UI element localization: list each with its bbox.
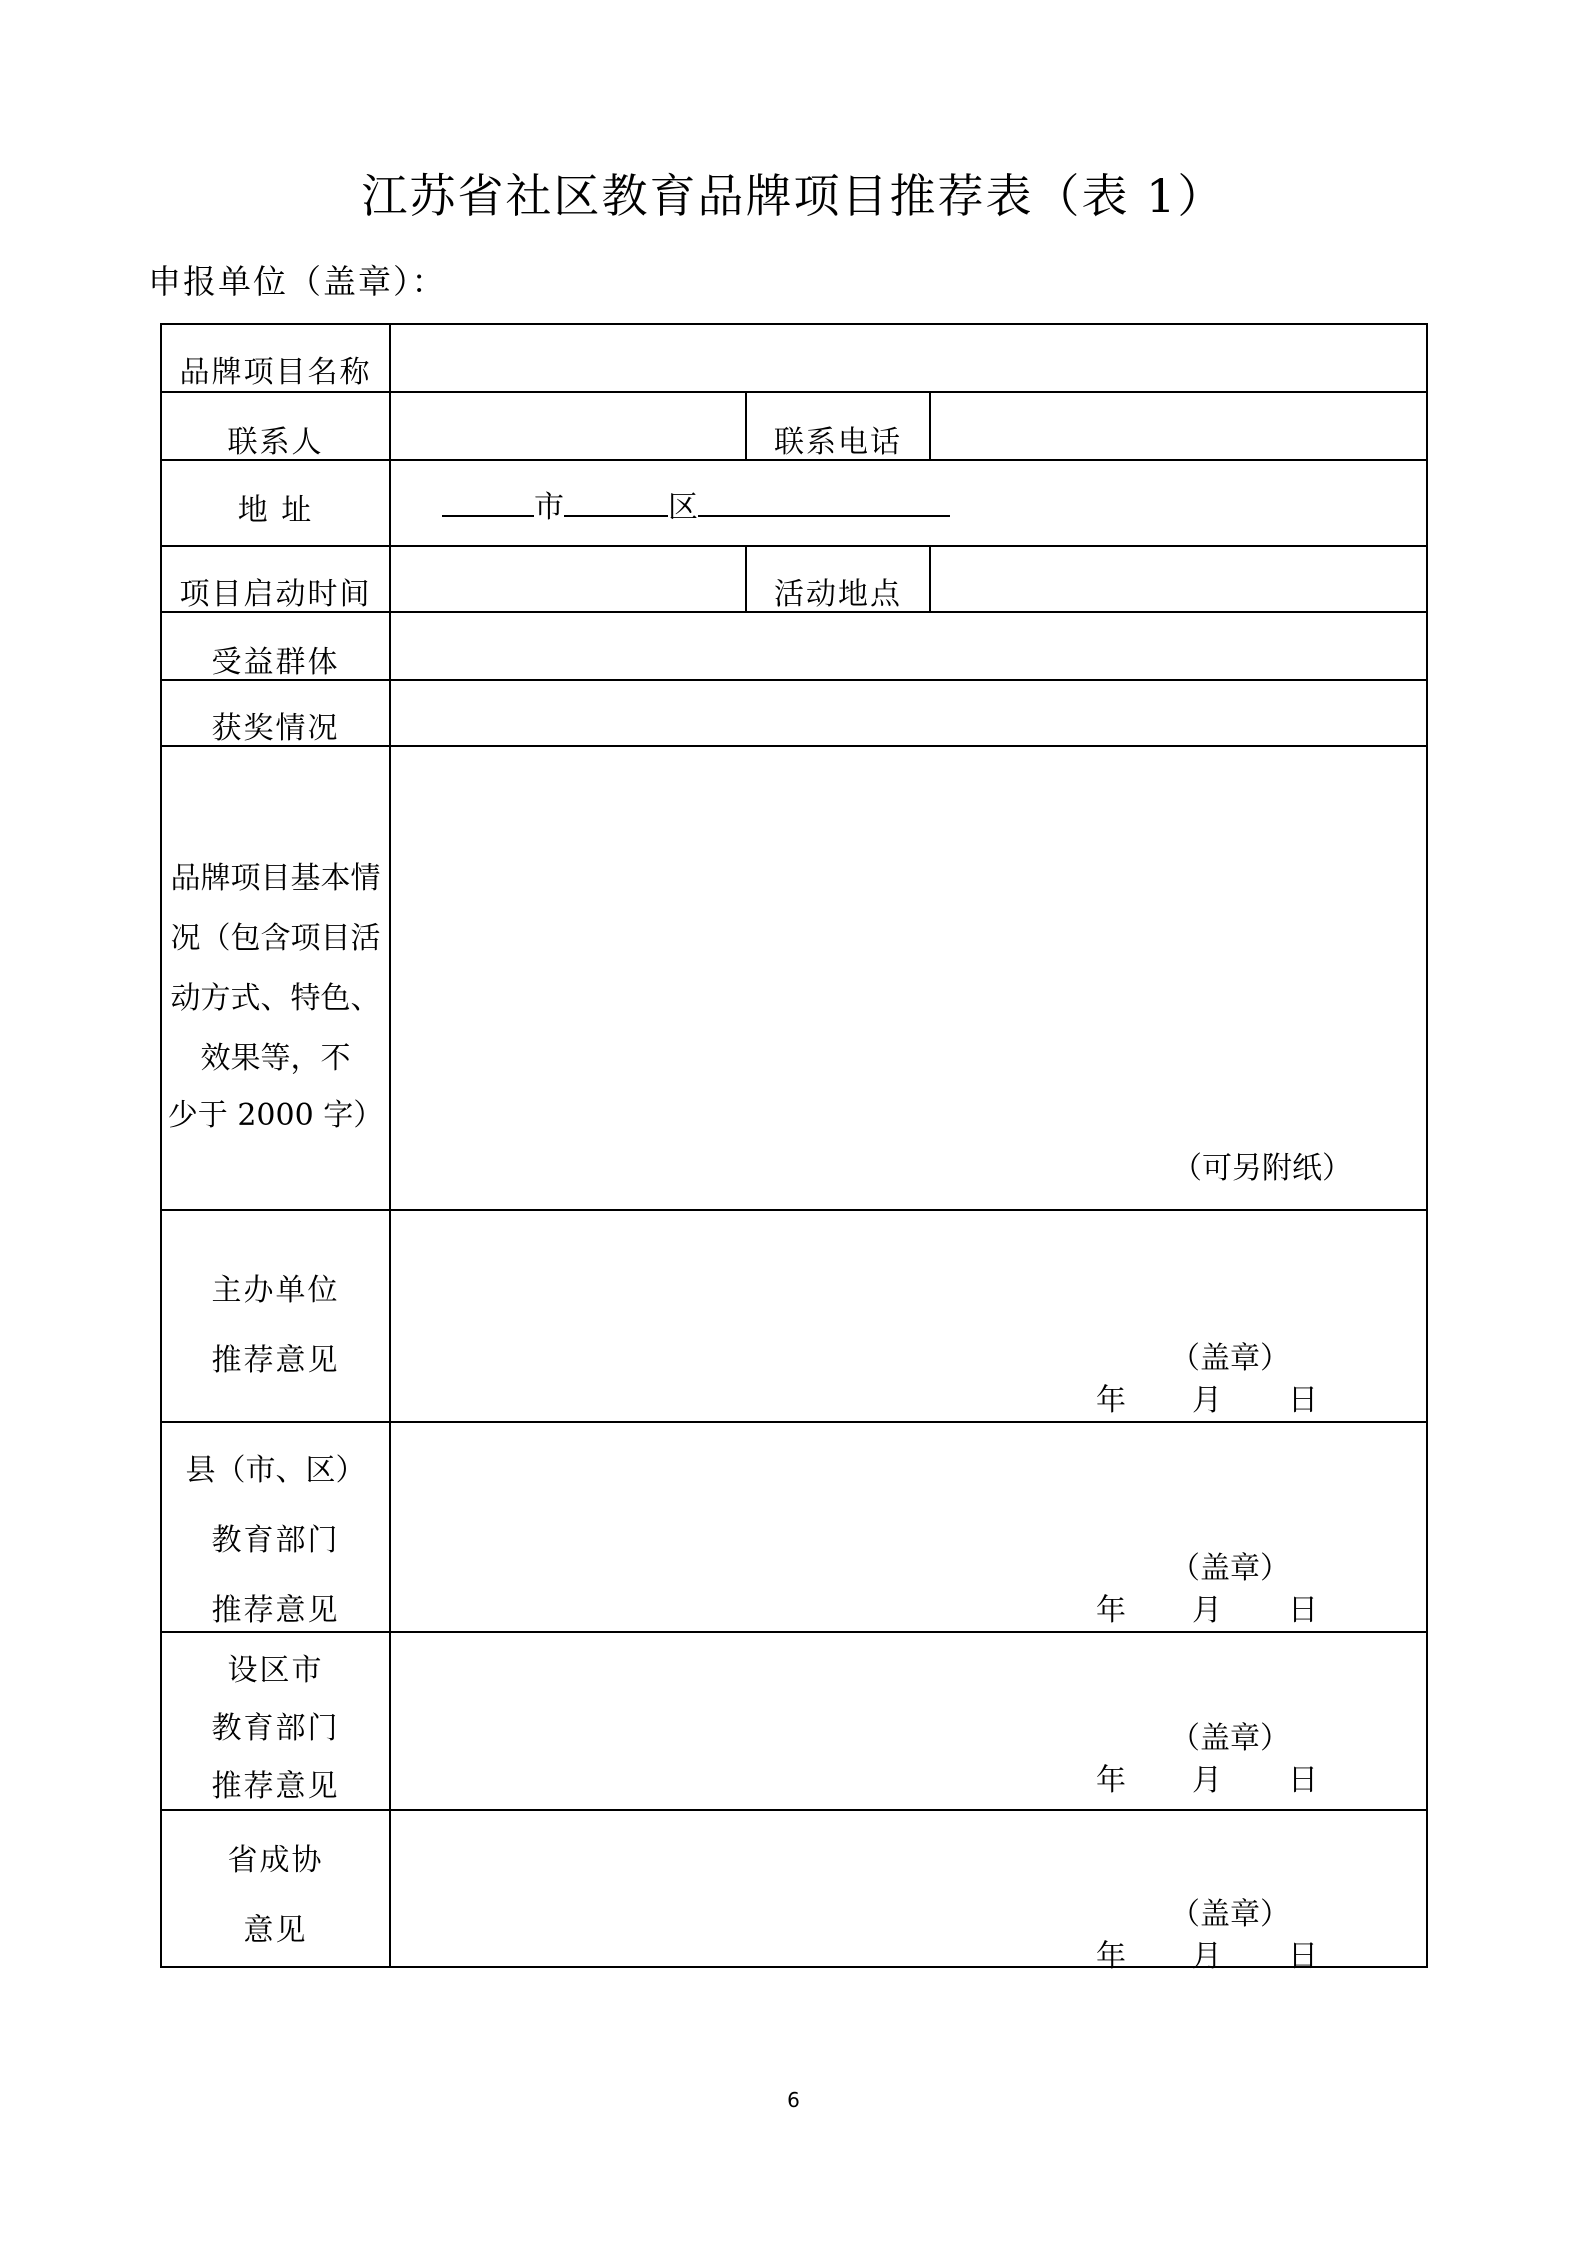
district-suffix: 区 (668, 490, 698, 525)
basic-info-label-line-2: 况（包含项目活 (170, 921, 381, 956)
province-opinion-label-line-2: 意见 (243, 1913, 308, 1948)
district-blank[interactable] (564, 485, 668, 517)
date-year: 年 (1096, 1383, 1126, 1418)
date-day: 日 (1288, 1383, 1318, 1418)
start-time-label: 项目启动时间 (179, 577, 372, 612)
city-blank[interactable] (442, 485, 534, 517)
applicant-unit-label: 申报单位（盖章）： (148, 262, 447, 301)
venue-label: 活动地点 (774, 577, 902, 612)
start-time-field[interactable] (391, 547, 745, 611)
basic-info-label-line-4: 效果等，不 (200, 1041, 351, 1076)
organizer-opinion-label-line-2: 推荐意见 (211, 1343, 340, 1378)
project-name-label: 品牌项目名称 (179, 355, 372, 390)
basic-info-label-line-1: 品牌项目基本情 (170, 861, 381, 896)
county-opinion-label-line-1: 县（市、区） (185, 1453, 366, 1488)
date-day: 日 (1288, 1939, 1318, 1974)
stamp-note: （盖章） (1170, 1551, 1290, 1586)
venue-field[interactable] (931, 547, 1424, 611)
date-year: 年 (1096, 1593, 1126, 1628)
address-label: 地 址 (237, 493, 314, 528)
beneficiaries-field[interactable] (391, 613, 1424, 679)
province-opinion-label-line-1: 省成协 (227, 1843, 324, 1878)
date-year: 年 (1096, 1763, 1126, 1798)
contact-person-field[interactable] (391, 393, 745, 459)
address-field[interactable] (442, 482, 950, 526)
project-name-field[interactable] (391, 327, 1424, 389)
county-opinion-field[interactable] (391, 1423, 1424, 1631)
date-month: 月 (1192, 1593, 1222, 1628)
recommendation-form-table (160, 323, 1428, 1974)
basic-info-field[interactable] (391, 747, 1424, 1209)
county-opinion-label-line-2: 教育部门 (211, 1523, 340, 1558)
page-title: 江苏省社区教育品牌项目推荐表（表 1） (361, 169, 1226, 223)
beneficiaries-label: 受益群体 (211, 645, 340, 680)
attach-note: （可另附纸） (1172, 1151, 1352, 1186)
city-opinion-label-line-1: 设区市 (227, 1653, 324, 1688)
county-opinion-label-line-3: 推荐意见 (211, 1593, 340, 1628)
city-suffix: 市 (534, 490, 564, 525)
awards-field[interactable] (391, 681, 1424, 745)
city-opinion-label-line-2: 教育部门 (211, 1711, 340, 1746)
city-opinion-label-line-3: 推荐意见 (211, 1769, 340, 1804)
basic-info-label-line-5: 少于 2000 字） (167, 1098, 384, 1133)
street-blank[interactable] (698, 485, 950, 517)
awards-label: 获奖情况 (211, 711, 340, 746)
organizer-opinion-label-line-1: 主办单位 (211, 1273, 340, 1308)
date-day: 日 (1288, 1763, 1318, 1798)
date-day: 日 (1288, 1593, 1318, 1628)
date-year: 年 (1096, 1939, 1126, 1974)
contact-phone-field[interactable] (931, 393, 1424, 459)
date-month: 月 (1192, 1763, 1222, 1798)
page-number: 6 (787, 2088, 800, 2112)
contact-phone-label: 联系电话 (774, 425, 902, 460)
date-month: 月 (1192, 1939, 1222, 1974)
stamp-note: （盖章） (1170, 1721, 1290, 1756)
basic-info-label-line-3: 动方式、特色、 (170, 981, 381, 1016)
organizer-opinion-field[interactable] (391, 1211, 1424, 1421)
date-month: 月 (1192, 1383, 1222, 1418)
stamp-note: （盖章） (1170, 1897, 1290, 1932)
contact-person-label: 联系人 (227, 425, 324, 460)
stamp-note: （盖章） (1170, 1341, 1290, 1376)
